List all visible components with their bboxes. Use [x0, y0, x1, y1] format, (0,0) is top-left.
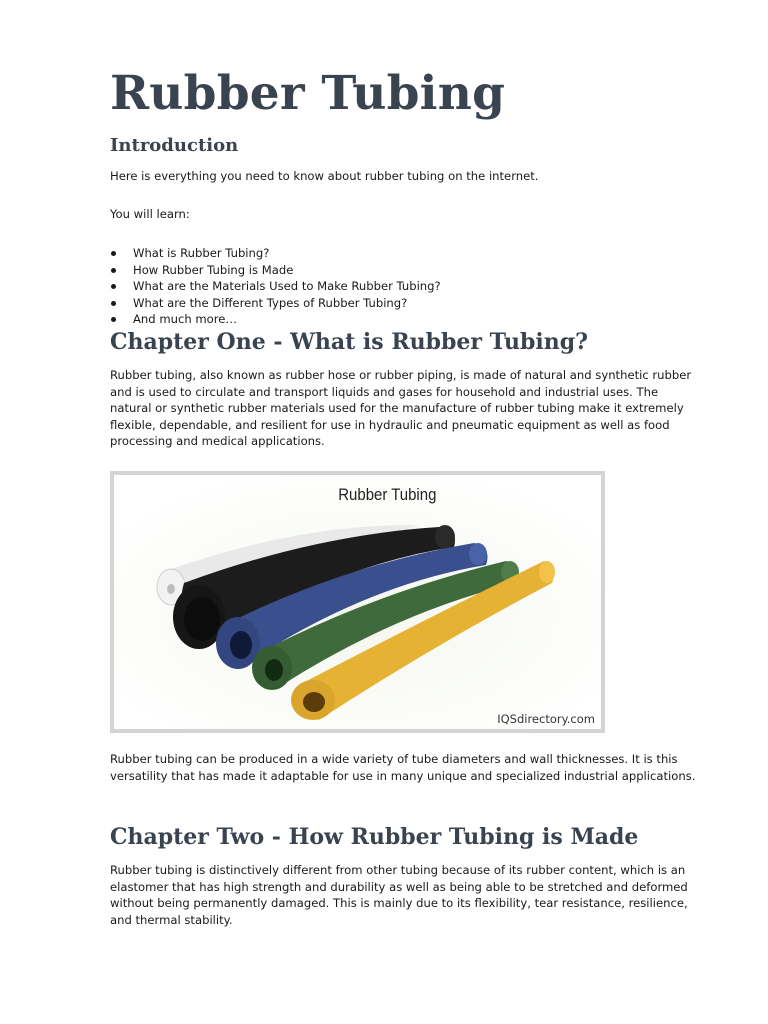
list-item-text: How Rubber Tubing is Made — [133, 262, 294, 277]
chapter-two-paragraph: Rubber tubing is distinctively different from other tubing because of its rubber content, which is an elastomer that has high strength and durability as well as being able to be stretched and deformed without being permanently damaged. This is mainly due to its flexibility, tear resistance, resilience, and thermal stability. — [110, 863, 688, 927]
figure-title: Rubber Tubing — [338, 485, 437, 504]
rubber-tubing-figure — [110, 471, 605, 733]
list-item — [110, 311, 441, 328]
list-item — [110, 245, 441, 262]
bullet-icon — [111, 251, 116, 256]
list-item-text: What is Rubber Tubing? — [133, 246, 270, 260]
list-item-text: What are the Different Types of Rubber Tubing? — [133, 295, 408, 310]
bullet-icon — [111, 301, 116, 306]
list-item-text: And much more… — [133, 312, 237, 327]
list-item-text: What are the Materials Used to Make Rubber Tubing? — [133, 279, 441, 294]
introduction-heading: Introduction — [110, 135, 239, 156]
chapter-two-heading: Chapter Two - How Rubber Tubing is Made — [110, 824, 639, 850]
list-item — [110, 278, 441, 295]
bullet-icon — [111, 317, 116, 322]
figure-credit: IQSdirectory.com — [497, 712, 595, 726]
chapter-one-paragraph-after: Rubber tubing can be produced in a wide variety of tube diameters and wall thicknesses. It is this versatility that has made it adaptable for use in many unique and specialized industrial applications. — [110, 752, 696, 783]
rubber-tubes-illustration — [114, 475, 601, 729]
learn-label: You will learn: — [110, 207, 190, 221]
list-item — [110, 295, 441, 312]
bullet-icon — [111, 284, 116, 289]
intro-paragraph: Here is everything you need to know about rubber tubing on the internet. — [110, 169, 539, 183]
list-item — [110, 262, 441, 279]
chapter-one-heading: Chapter One - What is Rubber Tubing? — [110, 329, 588, 355]
bullet-icon — [111, 268, 116, 273]
learn-list — [110, 245, 441, 328]
chapter-one-paragraph: Rubber tubing, also known as rubber hose or rubber piping, is made of natural and synthetic rubber and is used to circulate and transport liquids and gases for household and industrial uses. The natural or synthetic rubber materials used for the manufacture of rubber tubing make it extremely flexible, dependable, and resilient for use in hydraulic and pneumatic equipment as well as food processing and medical applications. — [110, 368, 692, 448]
document-title: Rubber Tubing — [110, 66, 506, 121]
